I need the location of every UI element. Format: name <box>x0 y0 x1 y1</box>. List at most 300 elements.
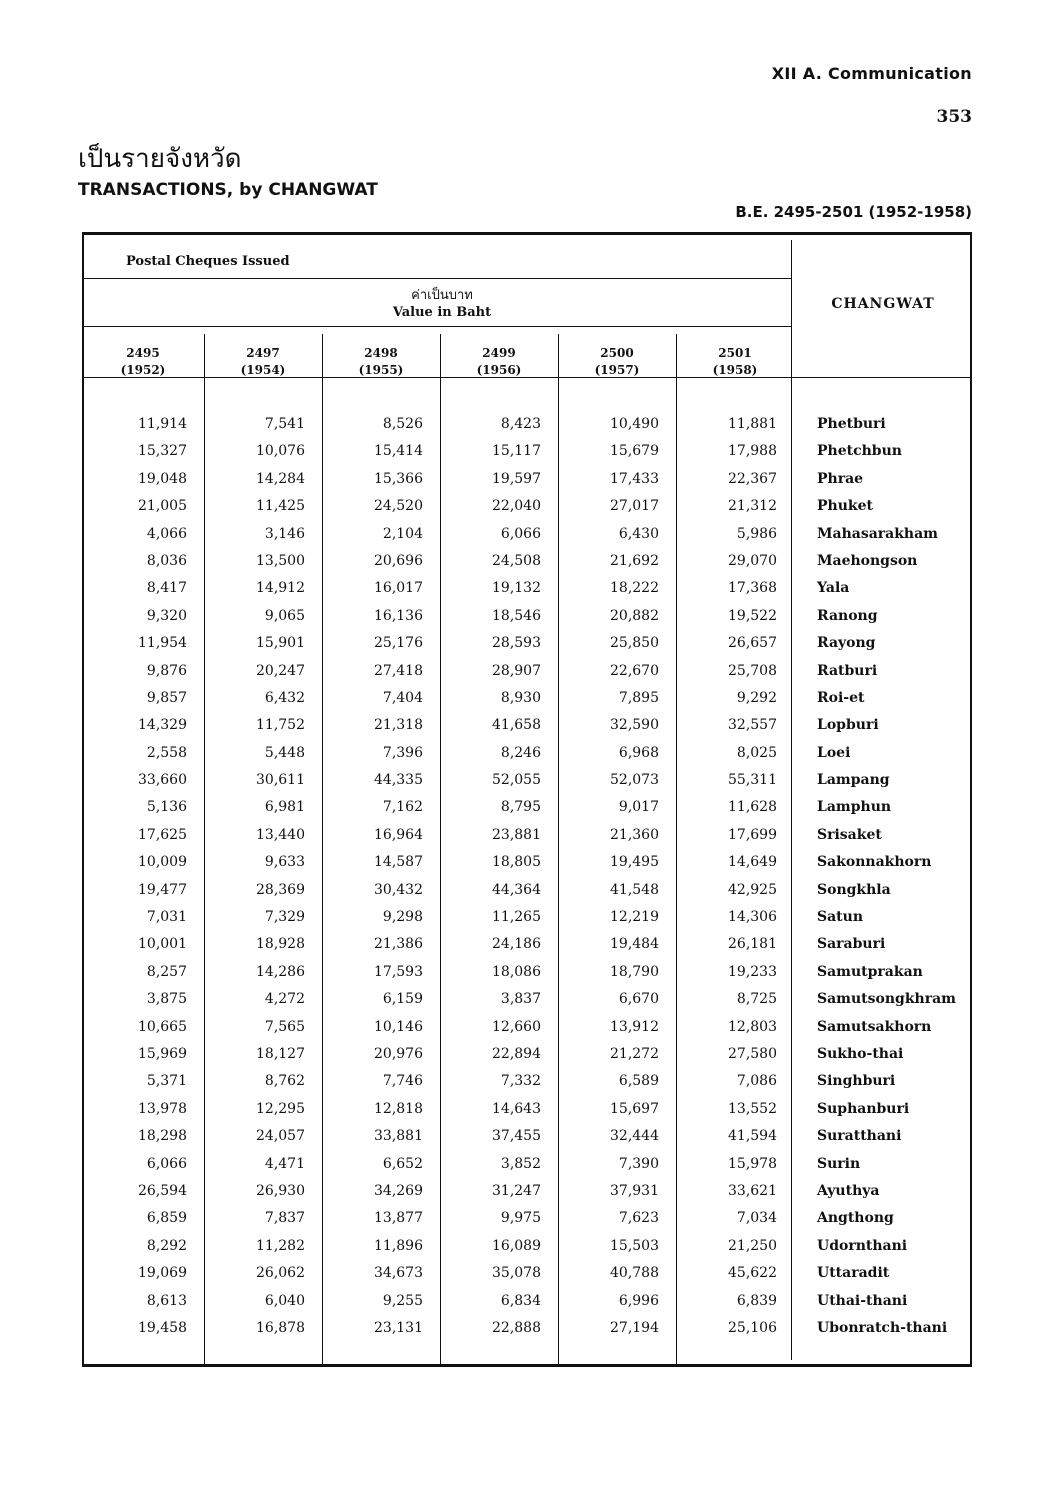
year-header-be: 2499 <box>482 346 516 360</box>
value-cell: 33,660 <box>138 772 187 789</box>
value-cell: 6,589 <box>618 1073 659 1090</box>
section-title: XII A. Communication <box>771 64 972 83</box>
year-header-be: 2500 <box>600 346 634 360</box>
year-header-3 <box>440 345 558 379</box>
value-cell: 15,679 <box>610 443 659 460</box>
period-label: B.E. 2495-2501 (1952-1958) <box>735 203 972 221</box>
changwat-name: Samutprakan <box>817 963 923 980</box>
value-cell: 14,643 <box>492 1100 541 1117</box>
value-cell: 7,162 <box>382 799 423 816</box>
value-cell: 13,552 <box>728 1100 777 1117</box>
value-cell: 11,265 <box>492 909 541 926</box>
changwat-name: Uthai-thani <box>817 1292 908 1309</box>
value-cell: 19,495 <box>610 854 659 871</box>
value-cell: 25,176 <box>374 635 423 652</box>
value-cell: 34,269 <box>374 1182 423 1199</box>
value-cell: 13,912 <box>610 1018 659 1035</box>
year-header-1 <box>204 345 322 379</box>
table-row <box>82 986 972 1013</box>
value-cell: 32,444 <box>610 1128 659 1145</box>
value-cell: 9,065 <box>264 607 305 624</box>
value-cell: 19,477 <box>138 881 187 898</box>
value-cell: 41,594 <box>728 1128 777 1145</box>
value-cell: 7,396 <box>382 744 423 761</box>
table-row <box>82 712 972 739</box>
value-cell: 6,996 <box>618 1292 659 1309</box>
table-row <box>82 548 972 575</box>
table-row <box>82 630 972 657</box>
subgroup-header-rule <box>82 326 791 327</box>
value-cell: 12,660 <box>492 1018 541 1035</box>
value-cell: 17,625 <box>138 826 187 843</box>
value-cell: 8,246 <box>500 744 541 761</box>
value-cell: 17,368 <box>728 580 777 597</box>
value-cell: 37,931 <box>610 1182 659 1199</box>
changwat-name: Udornthani <box>817 1237 908 1254</box>
value-cell: 10,665 <box>138 1018 187 1035</box>
value-cell: 20,247 <box>256 662 305 679</box>
group-header: Postal Cheques Issued <box>126 254 290 269</box>
value-cell: 3,852 <box>500 1155 541 1172</box>
value-cell: 21,312 <box>728 498 777 515</box>
value-cell: 16,089 <box>492 1237 541 1254</box>
value-cell: 13,877 <box>374 1210 423 1227</box>
value-cell: 21,692 <box>610 552 659 569</box>
value-cell: 21,360 <box>610 826 659 843</box>
value-cell: 7,034 <box>736 1210 777 1227</box>
value-cell: 11,896 <box>374 1237 423 1254</box>
table-row <box>82 1205 972 1232</box>
value-cell: 10,076 <box>256 443 305 460</box>
value-cell: 15,117 <box>492 443 541 460</box>
value-cell: 18,222 <box>610 580 659 597</box>
value-cell: 8,930 <box>500 689 541 706</box>
value-cell: 7,623 <box>618 1210 659 1227</box>
value-cell: 19,132 <box>492 580 541 597</box>
table-row <box>82 1096 972 1123</box>
year-header-0 <box>84 345 202 379</box>
page-number: 353 <box>936 107 972 127</box>
value-cell: 15,503 <box>610 1237 659 1254</box>
value-cell: 7,541 <box>264 416 305 432</box>
changwat-name: Lamphun <box>817 799 892 816</box>
changwat-header: CHANGWAT <box>831 296 935 312</box>
value-cell: 8,257 <box>146 963 187 980</box>
value-cell: 15,978 <box>728 1155 777 1172</box>
value-cell: 23,131 <box>374 1319 423 1336</box>
value-cell: 11,914 <box>138 416 187 432</box>
value-cell: 7,895 <box>618 689 659 706</box>
changwat-name: Phetburi <box>817 416 886 432</box>
table-row <box>82 521 972 548</box>
table-row <box>82 1288 972 1315</box>
value-cell: 8,613 <box>146 1292 187 1309</box>
value-cell: 8,795 <box>500 799 541 816</box>
value-cell: 9,320 <box>146 607 187 624</box>
year-header-ad: (1958) <box>712 363 758 377</box>
value-cell: 26,181 <box>728 936 777 953</box>
changwat-name: Roi-et <box>817 689 865 706</box>
value-cell: 24,520 <box>374 498 423 515</box>
value-cell: 55,311 <box>728 772 777 789</box>
value-cell: 19,522 <box>728 607 777 624</box>
table-row <box>82 658 972 685</box>
value-cell: 6,066 <box>500 525 541 542</box>
group-header-rule <box>82 278 791 279</box>
value-cell: 4,471 <box>264 1155 305 1172</box>
changwat-name: Yala <box>817 580 850 597</box>
value-cell: 11,425 <box>256 498 305 515</box>
value-cell: 24,508 <box>492 552 541 569</box>
value-cell: 19,597 <box>492 470 541 487</box>
changwat-name: Surin <box>817 1155 861 1172</box>
value-cell: 35,078 <box>492 1265 541 1282</box>
value-cell: 21,318 <box>374 717 423 734</box>
value-cell: 30,611 <box>256 772 305 789</box>
table-row <box>82 904 972 931</box>
value-cell: 16,964 <box>374 826 423 843</box>
value-cell: 5,371 <box>146 1073 187 1090</box>
value-cell: 5,136 <box>146 799 187 816</box>
value-cell: 6,834 <box>500 1292 541 1309</box>
table-row <box>82 685 972 712</box>
year-header-ad: (1952) <box>120 363 166 377</box>
data-table <box>82 232 972 1367</box>
value-cell: 27,418 <box>374 662 423 679</box>
value-cell: 19,484 <box>610 936 659 953</box>
table-body <box>82 411 972 1342</box>
value-cell: 45,622 <box>728 1265 777 1282</box>
value-cell: 20,976 <box>374 1045 423 1062</box>
value-cell: 3,875 <box>146 991 187 1008</box>
value-cell: 8,417 <box>146 580 187 597</box>
value-cell: 18,127 <box>256 1045 305 1062</box>
value-cell: 4,272 <box>264 991 305 1008</box>
value-cell: 24,186 <box>492 936 541 953</box>
value-cell: 25,708 <box>728 662 777 679</box>
value-cell: 6,839 <box>736 1292 777 1309</box>
value-cell: 12,219 <box>610 909 659 926</box>
table-row <box>82 1260 972 1287</box>
table-row <box>82 931 972 958</box>
table-row <box>82 1315 972 1342</box>
value-cell: 52,073 <box>610 772 659 789</box>
value-cell: 44,364 <box>492 881 541 898</box>
table-row <box>82 1233 972 1260</box>
value-cell: 37,455 <box>492 1128 541 1145</box>
value-cell: 17,988 <box>728 443 777 460</box>
thai-title: เป็นรายจังหวัด <box>78 144 242 174</box>
value-cell: 21,250 <box>728 1237 777 1254</box>
table-row <box>82 603 972 630</box>
changwat-name: Phuket <box>817 498 873 515</box>
changwat-name: Saraburi <box>817 936 886 953</box>
value-cell: 10,009 <box>138 854 187 871</box>
value-cell: 16,878 <box>256 1319 305 1336</box>
value-cell: 18,805 <box>492 854 541 871</box>
value-cell: 14,649 <box>728 854 777 871</box>
value-cell: 15,969 <box>138 1045 187 1062</box>
value-cell: 25,106 <box>728 1319 777 1336</box>
value-cell: 32,590 <box>610 717 659 734</box>
value-cell: 10,146 <box>374 1018 423 1035</box>
changwat-name: Suphanburi <box>817 1100 910 1117</box>
value-cell: 11,628 <box>728 799 777 816</box>
value-cell: 24,057 <box>256 1128 305 1145</box>
value-cell: 18,546 <box>492 607 541 624</box>
value-cell: 29,070 <box>728 552 777 569</box>
value-cell: 17,699 <box>728 826 777 843</box>
value-cell: 11,954 <box>138 635 187 652</box>
value-cell: 21,272 <box>610 1045 659 1062</box>
value-cell: 19,458 <box>138 1319 187 1336</box>
value-cell: 7,031 <box>146 909 187 926</box>
value-cell: 14,286 <box>256 963 305 980</box>
table-row <box>82 438 972 465</box>
table-row <box>82 849 972 876</box>
table-row <box>82 411 972 438</box>
page-title: TRANSACTIONS, by CHANGWAT <box>78 180 378 200</box>
table-row <box>82 1041 972 1068</box>
value-cell: 7,390 <box>618 1155 659 1172</box>
value-cell: 11,752 <box>256 717 305 734</box>
changwat-name: Phetchbun <box>817 443 902 460</box>
value-cell: 12,295 <box>256 1100 305 1117</box>
value-cell: 52,055 <box>492 772 541 789</box>
value-cell: 9,975 <box>500 1210 541 1227</box>
value-cell: 27,194 <box>610 1319 659 1336</box>
value-cell: 27,017 <box>610 498 659 515</box>
value-cell: 8,725 <box>736 991 777 1008</box>
changwat-name: Ayuthya <box>817 1182 880 1199</box>
value-cell: 28,593 <box>492 635 541 652</box>
value-cell: 41,658 <box>492 717 541 734</box>
value-cell: 12,818 <box>374 1100 423 1117</box>
value-cell: 9,633 <box>264 854 305 871</box>
value-cell: 7,329 <box>264 909 305 926</box>
value-cell: 14,912 <box>256 580 305 597</box>
value-cell: 10,490 <box>610 416 659 432</box>
value-cell: 42,925 <box>728 881 777 898</box>
table-row <box>82 767 972 794</box>
changwat-name: Mahasarakham <box>817 525 938 542</box>
value-cell: 2,558 <box>146 744 187 761</box>
value-cell: 26,062 <box>256 1265 305 1282</box>
changwat-name: Ranong <box>817 607 878 624</box>
changwat-name: Lampang <box>817 772 890 789</box>
changwat-name: Ratburi <box>817 662 878 679</box>
value-cell: 11,881 <box>728 416 777 432</box>
value-cell: 7,404 <box>382 689 423 706</box>
value-cell: 31,247 <box>492 1182 541 1199</box>
value-cell: 30,432 <box>374 881 423 898</box>
value-cell: 25,850 <box>610 635 659 652</box>
value-cell: 3,837 <box>500 991 541 1008</box>
table-row <box>82 822 972 849</box>
value-cell: 7,086 <box>736 1073 777 1090</box>
year-header-2 <box>322 345 440 379</box>
value-cell: 6,430 <box>618 525 659 542</box>
value-cell: 9,876 <box>146 662 187 679</box>
changwat-name: Lopburi <box>817 717 879 734</box>
year-header-ad: (1957) <box>594 363 640 377</box>
table-row <box>82 740 972 767</box>
changwat-name: Sukho-thai <box>817 1045 904 1062</box>
changwat-name: Songkhla <box>817 881 891 898</box>
value-cell: 19,069 <box>138 1265 187 1282</box>
value-cell: 14,329 <box>138 717 187 734</box>
table-row <box>82 466 972 493</box>
table-row <box>82 1151 972 1178</box>
value-cell: 22,040 <box>492 498 541 515</box>
table-top-rule <box>82 232 972 235</box>
value-cell: 21,386 <box>374 936 423 953</box>
value-cell: 16,136 <box>374 607 423 624</box>
value-cell: 8,025 <box>736 744 777 761</box>
year-header-ad: (1956) <box>476 363 522 377</box>
year-header-ad: (1955) <box>358 363 404 377</box>
changwat-name: Srisaket <box>817 826 882 843</box>
value-cell: 9,292 <box>736 689 777 706</box>
changwat-name: Uttaradit <box>817 1265 890 1282</box>
value-cell: 7,565 <box>264 1018 305 1035</box>
table-row <box>82 877 972 904</box>
value-cell: 2,104 <box>382 525 423 542</box>
changwat-name: Samutsongkhram <box>817 991 956 1008</box>
changwat-name: Singhburi <box>817 1073 896 1090</box>
value-cell: 13,500 <box>256 552 305 569</box>
value-cell: 17,593 <box>374 963 423 980</box>
subgroup-header-thai: ค่าเป็นบาท <box>411 288 473 303</box>
value-cell: 8,526 <box>382 416 423 432</box>
value-cell: 19,233 <box>728 963 777 980</box>
value-cell: 32,557 <box>728 717 777 734</box>
value-cell: 22,888 <box>492 1319 541 1336</box>
value-cell: 15,414 <box>374 443 423 460</box>
value-cell: 9,857 <box>146 689 187 706</box>
value-cell: 26,657 <box>728 635 777 652</box>
value-cell: 9,255 <box>382 1292 423 1309</box>
value-cell: 9,298 <box>382 909 423 926</box>
value-cell: 14,587 <box>374 854 423 871</box>
year-header-be: 2498 <box>364 346 398 360</box>
value-cell: 13,440 <box>256 826 305 843</box>
value-cell: 44,335 <box>374 772 423 789</box>
value-cell: 21,005 <box>138 498 187 515</box>
value-cell: 18,790 <box>610 963 659 980</box>
value-cell: 14,306 <box>728 909 777 926</box>
changwat-name: Samutsakhorn <box>817 1018 932 1035</box>
value-cell: 15,901 <box>256 635 305 652</box>
value-cell: 22,894 <box>492 1045 541 1062</box>
value-cell: 15,327 <box>138 443 187 460</box>
table-row <box>82 1068 972 1095</box>
value-cell: 18,086 <box>492 963 541 980</box>
changwat-name: Suratthani <box>817 1128 902 1145</box>
changwat-name: Angthong <box>817 1210 894 1227</box>
value-cell: 8,423 <box>500 416 541 432</box>
table-row <box>82 1178 972 1205</box>
value-cell: 27,580 <box>728 1045 777 1062</box>
value-cell: 6,981 <box>264 799 305 816</box>
value-cell: 8,036 <box>146 552 187 569</box>
value-cell: 5,986 <box>736 525 777 542</box>
value-cell: 17,433 <box>610 470 659 487</box>
value-cell: 16,017 <box>374 580 423 597</box>
value-cell: 41,548 <box>610 881 659 898</box>
value-cell: 11,282 <box>256 1237 305 1254</box>
table-row <box>82 1014 972 1041</box>
value-cell: 6,066 <box>146 1155 187 1172</box>
table-bottom-rule <box>82 1364 972 1367</box>
table-row <box>82 575 972 602</box>
value-cell: 13,978 <box>138 1100 187 1117</box>
value-cell: 15,697 <box>610 1100 659 1117</box>
year-header-be: 2495 <box>126 346 160 360</box>
year-header-be: 2497 <box>246 346 280 360</box>
changwat-name: Maehongson <box>817 552 918 569</box>
value-cell: 26,930 <box>256 1182 305 1199</box>
value-cell: 28,907 <box>492 662 541 679</box>
value-cell: 20,696 <box>374 552 423 569</box>
value-cell: 6,432 <box>264 689 305 706</box>
table-row <box>82 1123 972 1150</box>
changwat-name: Sakonnakhorn <box>817 854 932 871</box>
value-cell: 22,670 <box>610 662 659 679</box>
value-cell: 22,367 <box>728 470 777 487</box>
table-row <box>82 794 972 821</box>
value-cell: 18,298 <box>138 1128 187 1145</box>
changwat-name: Rayong <box>817 635 876 652</box>
value-cell: 6,968 <box>618 744 659 761</box>
value-cell: 12,803 <box>728 1018 777 1035</box>
value-cell: 8,292 <box>146 1237 187 1254</box>
value-cell: 4,066 <box>146 525 187 542</box>
value-cell: 14,284 <box>256 470 305 487</box>
changwat-name: Satun <box>817 909 864 926</box>
value-cell: 15,366 <box>374 470 423 487</box>
year-header-be: 2501 <box>718 346 752 360</box>
subgroup-header-en: Value in Baht <box>392 305 492 320</box>
value-cell: 6,652 <box>382 1155 423 1172</box>
value-cell: 8,762 <box>264 1073 305 1090</box>
value-cell: 26,594 <box>138 1182 187 1199</box>
table-row <box>82 959 972 986</box>
value-cell: 23,881 <box>492 826 541 843</box>
value-cell: 33,621 <box>728 1182 777 1199</box>
value-cell: 6,040 <box>264 1292 305 1309</box>
value-cell: 20,882 <box>610 607 659 624</box>
value-cell: 10,001 <box>138 936 187 953</box>
table-row <box>82 493 972 520</box>
value-cell: 7,837 <box>264 1210 305 1227</box>
value-cell: 3,146 <box>264 525 305 542</box>
value-cell: 18,928 <box>256 936 305 953</box>
value-cell: 7,746 <box>382 1073 423 1090</box>
value-cell: 6,670 <box>618 991 659 1008</box>
changwat-name: Phrae <box>817 470 864 487</box>
value-cell: 33,881 <box>374 1128 423 1145</box>
value-cell: 34,673 <box>374 1265 423 1282</box>
value-cell: 9,017 <box>618 799 659 816</box>
year-header-5 <box>676 345 794 379</box>
value-cell: 7,332 <box>500 1073 541 1090</box>
value-cell: 28,369 <box>256 881 305 898</box>
changwat-name: Ubonratch-thani <box>817 1319 948 1336</box>
year-header-4 <box>558 345 676 379</box>
value-cell: 19,048 <box>138 470 187 487</box>
subgroup-header <box>202 284 682 320</box>
